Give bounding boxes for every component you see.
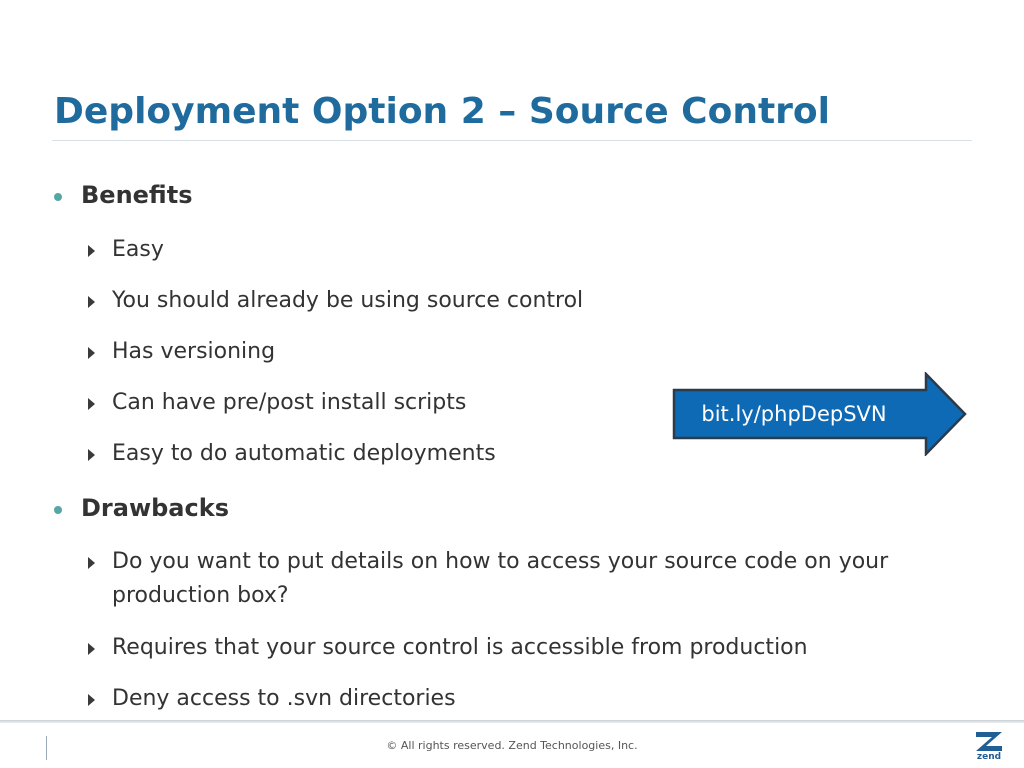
- list-item: [88, 284, 958, 318]
- list-item: [88, 682, 958, 716]
- list-item-text: Deny access to .svn directories: [112, 686, 456, 711]
- list-item: [88, 233, 958, 267]
- list-item-text: Has versioning: [112, 339, 276, 364]
- list-item: [88, 631, 958, 665]
- list-item: [88, 545, 958, 613]
- callout-link-text[interactable]: bit.ly/phpDepSVN: [701, 402, 887, 426]
- list-item: [88, 335, 958, 369]
- triangle-bullet-icon: [88, 245, 95, 257]
- zend-logo-text: zend: [976, 752, 1002, 762]
- bullet-dot-icon: [54, 193, 62, 201]
- zend-logo: [974, 730, 1004, 764]
- slide-title: Deployment Option 2 – Source Control: [54, 91, 830, 132]
- triangle-bullet-icon: [88, 398, 95, 410]
- triangle-bullet-icon: [88, 694, 95, 706]
- triangle-bullet-icon: [88, 449, 95, 461]
- zend-logo-icon: [974, 730, 1004, 752]
- list-item-text: Easy to do automatic deployments: [112, 441, 496, 466]
- title-divider: [52, 140, 972, 141]
- triangle-bullet-icon: [88, 296, 95, 308]
- list-item-text: Easy: [112, 237, 164, 262]
- triangle-bullet-icon: [88, 557, 95, 569]
- list-item-text: Do you want to put details on how to access your source code on your production box?: [112, 549, 889, 608]
- list-item-text: You should already be using source control: [112, 288, 584, 313]
- footer-divider: [0, 720, 1024, 723]
- copyright-text: © All rights reserved. Zend Technologies, Inc.: [386, 739, 638, 752]
- triangle-bullet-icon: [88, 347, 95, 359]
- list-item-text: Requires that your source control is accessible from production: [112, 635, 808, 660]
- bullet-dot-icon: [54, 506, 62, 514]
- link-callout-arrow[interactable]: [672, 372, 968, 456]
- list-item-text: Can have pre/post install scripts: [112, 390, 467, 415]
- bullet-label: Benefits: [81, 181, 193, 209]
- bullet-label: Drawbacks: [81, 494, 229, 522]
- triangle-bullet-icon: [88, 643, 95, 655]
